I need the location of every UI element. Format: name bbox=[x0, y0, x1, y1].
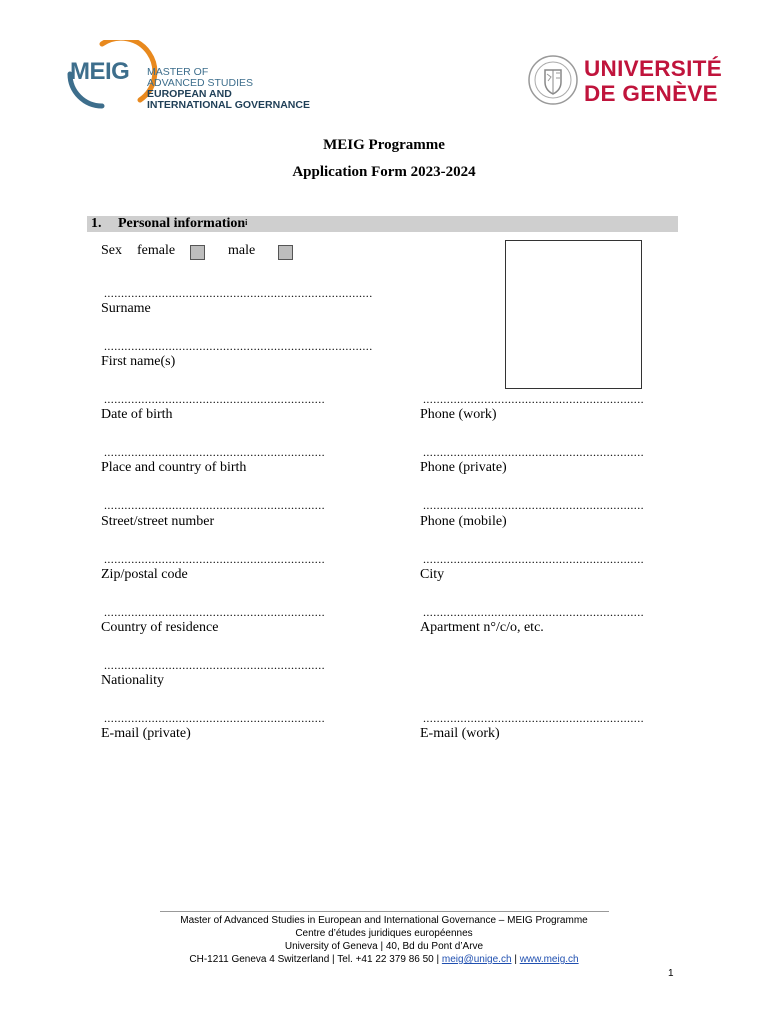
footnote-mark[interactable]: i bbox=[245, 218, 248, 227]
female-checkbox[interactable] bbox=[190, 245, 205, 260]
sex-label: Sex bbox=[101, 243, 122, 258]
nationality-label: Nationality bbox=[101, 673, 164, 688]
footer-address: CH-1211 Geneva 4 Switzerland | Tel. +41 22 379 86 50 | bbox=[189, 954, 440, 965]
meig-logo-line4: INTERNATIONAL GOVERNANCE bbox=[147, 99, 310, 111]
form-title: Application Form 2023-2024 bbox=[292, 164, 476, 180]
male-checkbox[interactable] bbox=[278, 245, 293, 260]
footer-email-link[interactable]: meig@unige.ch bbox=[441, 954, 512, 965]
phone-private-label: Phone (private) bbox=[420, 460, 507, 475]
nationality-input-line[interactable]: ................................................................. bbox=[104, 658, 325, 672]
apartment-label: Apartment n°/c/o, etc. bbox=[420, 620, 544, 635]
surname-input-line[interactable]: ............................................................................... bbox=[104, 286, 373, 300]
place-country-birth-input-line[interactable]: ................................................................. bbox=[104, 445, 325, 459]
phone-work-input-line[interactable]: ................................................................. bbox=[423, 392, 644, 406]
apartment-input-line[interactable]: ................................................................. bbox=[423, 605, 644, 619]
meig-logo-line1: MASTER OF bbox=[147, 66, 209, 78]
footer-line4 bbox=[0, 953, 768, 966]
phone-private-input-line[interactable]: ................................................................. bbox=[423, 445, 644, 459]
place-country-birth-label: Place and country of birth bbox=[101, 460, 247, 475]
zip-label: Zip/postal code bbox=[101, 567, 188, 582]
surname-label: Surname bbox=[101, 301, 151, 316]
phone-mobile-label: Phone (mobile) bbox=[420, 514, 507, 529]
phone-mobile-input-line[interactable]: ................................................................. bbox=[423, 498, 644, 512]
unige-logo-line2: DE GENÈVE bbox=[584, 81, 718, 106]
footer-separator: | bbox=[514, 954, 517, 965]
first-name-input-line[interactable]: ............................................................................... bbox=[104, 339, 373, 353]
male-label: male bbox=[228, 243, 256, 258]
footer-divider bbox=[160, 911, 609, 912]
footer-line2: Centre d’études juridiques européennes bbox=[295, 928, 473, 939]
date-of-birth-label: Date of birth bbox=[101, 407, 173, 422]
country-residence-label: Country of residence bbox=[101, 620, 219, 635]
city-input-line[interactable]: ................................................................. bbox=[423, 552, 644, 566]
unige-seal-icon bbox=[527, 54, 579, 106]
date-of-birth-input-line[interactable]: ................................................................. bbox=[104, 392, 325, 406]
section-number: 1. bbox=[91, 216, 102, 231]
section-heading bbox=[118, 216, 247, 232]
city-label: City bbox=[420, 567, 445, 582]
footer-line3: University of Geneva | 40, Bd du Pont d’Arve bbox=[284, 941, 484, 952]
phone-work-label: Phone (work) bbox=[420, 407, 497, 422]
meig-logo-acronym: MEIG bbox=[70, 58, 130, 85]
email-private-label: E-mail (private) bbox=[101, 726, 191, 741]
footer-website-link[interactable]: www.meig.ch bbox=[519, 954, 579, 965]
footer-line1: Master of Advanced Studies in European and International Governance – MEIG Programme bbox=[180, 915, 588, 926]
section-heading-bar bbox=[87, 216, 678, 232]
meig-logo-line2: ADVANCED STUDIES bbox=[147, 77, 253, 89]
street-input-line[interactable]: ................................................................. bbox=[104, 498, 325, 512]
female-label: female bbox=[137, 243, 176, 258]
email-work-label: E-mail (work) bbox=[420, 726, 500, 741]
country-residence-input-line[interactable]: ................................................................. bbox=[104, 605, 325, 619]
section-heading-text: Personal information bbox=[118, 216, 246, 231]
email-work-input-line[interactable]: ................................................................. bbox=[423, 711, 644, 725]
photo-box[interactable] bbox=[505, 240, 642, 389]
zip-input-line[interactable]: ................................................................. bbox=[104, 552, 325, 566]
page-number: 1 bbox=[668, 968, 674, 979]
first-name-label: First name(s) bbox=[101, 354, 176, 369]
email-private-input-line[interactable]: ................................................................. bbox=[104, 711, 325, 725]
meig-logo-line3: EUROPEAN AND bbox=[147, 88, 232, 100]
programme-title: MEIG Programme bbox=[323, 137, 445, 153]
unige-logo-line1: UNIVERSITÉ bbox=[584, 56, 723, 81]
street-label: Street/street number bbox=[101, 514, 215, 529]
